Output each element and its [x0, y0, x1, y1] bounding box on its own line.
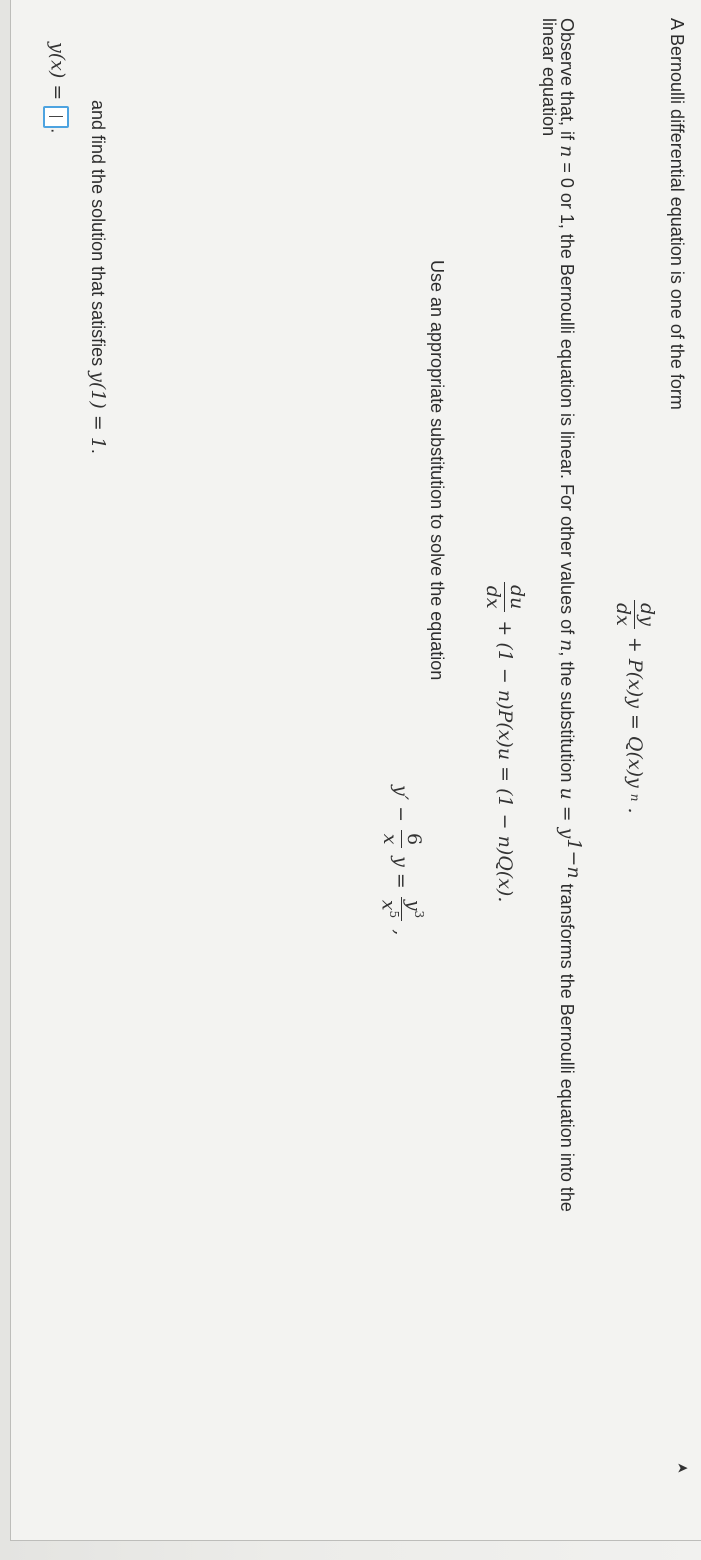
bernoulli-form-equation: dy dx + P(x)y = Q(x)y n .	[612, 598, 657, 814]
y3-over-x5-fraction: $y^3$ $x^5$	[378, 897, 425, 921]
intro-text: A Bernoulli differential equation is one of the form	[667, 18, 687, 410]
find-solution-text: and find the solution that satisfies y(1) = 1.	[87, 100, 109, 454]
answer-label: y(x) =	[46, 42, 69, 101]
du-dx-fraction: du dx	[482, 582, 527, 612]
dy-dx-fraction: dy dx	[612, 600, 657, 629]
observe-text-line2: linear equation	[539, 18, 559, 137]
six-over-x-fraction: 6 x	[379, 830, 424, 848]
answer-row: y(x) =.	[43, 42, 69, 133]
target-equation: y′ − 6 x y = $y^3$ $x^5$ ,	[377, 785, 426, 936]
linear-form-equation: du dx + (1 − n)P(x)u = (1 − n)Q(x).	[482, 580, 527, 902]
instruction-text: Use an appropriate substitution to solve the equation	[427, 260, 447, 681]
mouse-pointer-icon: ➤	[676, 1459, 689, 1476]
problem-card	[10, 0, 701, 1541]
answer-input[interactable]	[43, 106, 69, 128]
observe-text-line1: Observe that, if n = 0 or 1, the Bernoulli equation is linear. For other values of n, the substitution $u = y^{1-n}$ transforms the Bernoulli equation into the	[556, 18, 585, 1212]
